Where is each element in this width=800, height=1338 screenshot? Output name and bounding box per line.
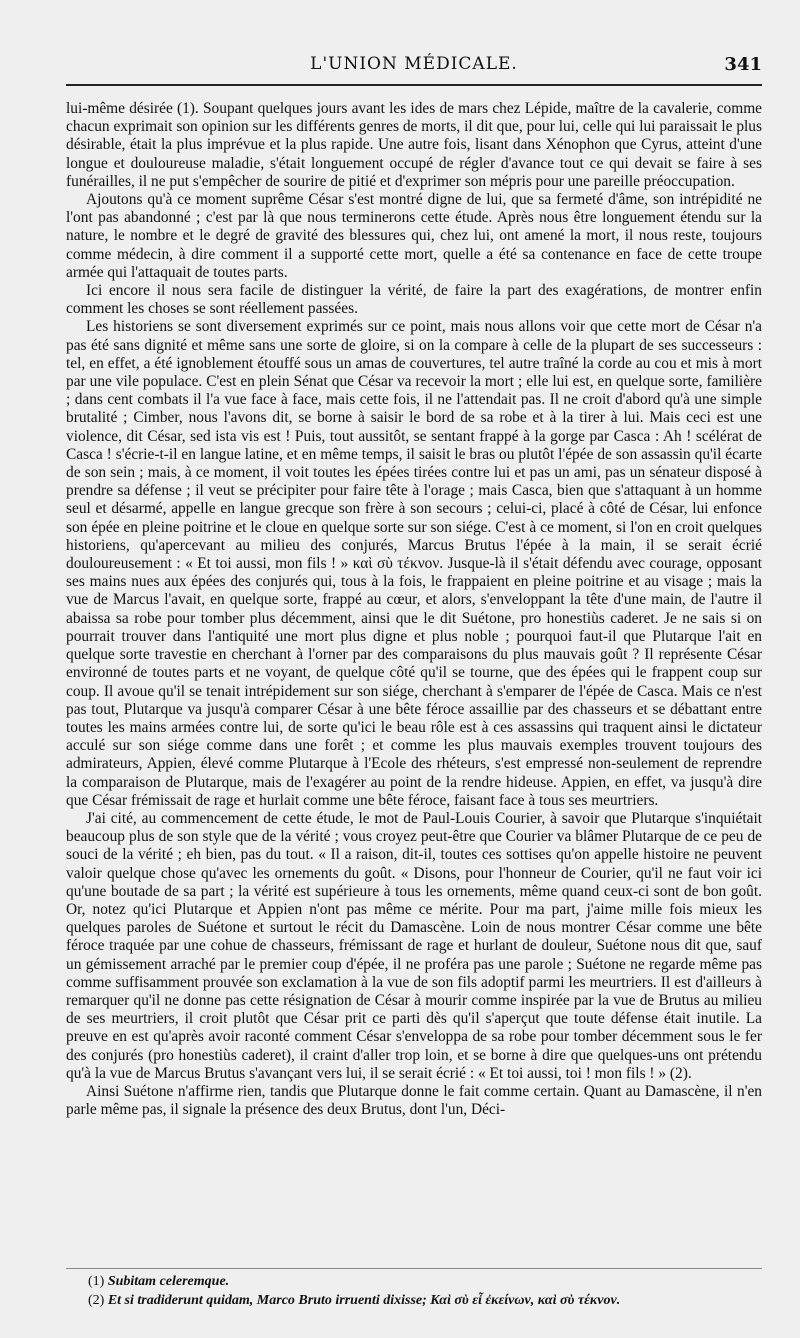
paragraph: J'ai cité, au commencement de cette étude, le mot de Paul-Louis Courier, à savoir que Plutarque s'inquiétait beaucoup plus de son style que de la vérité ; vous croyez peut-être que Courier va blâmer Plutarque de ce peu de souci de la vérité ; eh bien, pas du tout. « Il a raison, dit-il, toutes ces sottises qu'on appelle histoire ne peuvent valoir quelque chose qu'avec les ornements du goût. « Disons, pour l'honneur de Courier, qu'il ne faut voir ici qu'une boutade de sa part ; la vérité est supérieure à tous les ornements, même quand ceux-ci sont de bon goût. Or, notez qu'ici Plutarque et Appien n'ont pas même ce mérite. Pour ma part, j'aime mille fois mieux les quelques paroles de Suétone et surtout le récit du Damascène. Loin de nous montrer César comme une bête féroce traquée par une cohue de chasseurs, frémissant de rage et hurlant de douleur, Suétone nous dit que, sauf un gémissement arraché par le premier coup d'épée, il ne proféra pas une parole ; Suétone ne regarde même pas comme suffisamment prouvée son exclamation à la vue de son fils adoptif parmi les meurtriers. Il est d'ailleurs à remarquer qu'il ne donne pas cette résignation de César à mourir comme inspirée par la vue de Brutus au milieu de ses meurtriers, il croit plutôt que César prit ce parti dès qu'il s'aperçut que toute défense était inutile. La preuve en est qu'après avoir raconté comment César s'enveloppa de sa robe pour tomber décemment sous le fer des conjurés (pro honestiùs caderet), il craint d'aller trop loin, et se borne à dire que quelques-uns ont prétendu qu'à la vue de Marcus Brutus s'avançant vers lui, il se serait écrié : « Et toi aussi, toi ! mon fils ! » (2). [66, 809, 762, 1082]
paragraph: Ainsi Suétone n'affirme rien, tandis que Plutarque donne le fait comme certain. Quant au Damascène, il n'en parle même pas, il signale la présence des deux Brutus, dont l'un, Déci- [66, 1082, 762, 1119]
footnote-text: Subitam celeremque. [107, 1274, 230, 1289]
footnote-mark: (1) [88, 1274, 105, 1289]
running-title: L'UNION MÉDICALE. [310, 54, 518, 74]
paragraph: Ajoutons qu'à ce moment suprême César s'est montré digne de lui, que sa fermeté d'âme, son intrépidité ne l'ont pas abandonné ; c'est par là que nous terminerons cette étude. Après nous être longuement étendu sur la nature, le nombre et le degré de gravité des blessures qui, chez lui, ont amené la mort, il nous reste, toujours comme médecin, à dire comment il a supporté cette mort, quelle a été sa contenance en face de cette troupe armée qui l'attaquait de toutes parts. [66, 191, 762, 281]
footnote [66, 1272, 762, 1291]
footnote-text: Et si tradiderunt quidam, Marco Bruto irruenti dixisse; Καὶ σὺ εἶ ἐκείνων, καὶ σὺ τέκνον. [107, 1293, 621, 1308]
paragraph: lui-même désirée (1). Soupant quelques jours avant les ides de mars chez Lépide, maître de la cavalerie, comme chacun exprimait son opinion sur les différents genres de morts, il dit que, pour lui, celle qui lui paraissait le plus désirable, était la plus imprévue et la plus rapide. Une autre fois, lisant dans Xénophon que Cyrus, atteint d'une longue et douloureuse maladie, s'était longuement occupé de régler d'avance tout ce qui devait se faire à ses funérailles, il ne put s'empêcher de sourire de pitié et d'exprimer son mépris pour une pareille préoccupation. [66, 100, 762, 190]
footnotes [66, 1268, 762, 1310]
page-number: 341 [724, 54, 762, 75]
paragraph: Ici encore il nous sera facile de distinguer la vérité, de faire la part des exagérations, de montrer enfin comment les choses se sont réellement passées. [66, 282, 762, 318]
footnote-mark: (2) [88, 1293, 105, 1308]
footnote [66, 1291, 762, 1310]
body-text [66, 100, 762, 1119]
paragraph: Les historiens se sont diversement exprimés sur ce point, mais nous allons voir que cette mort de César n'a pas été sans dignité et même sans une sorte de gloire, si on la compare à celle de la plupart de ses successeurs : tel, en effet, a été ignoblement étouffé sous un amas de couvertures, tel autre traîné la corde au cou et mis à mort par une vile populace. C'est en plein Sénat que César va recevoir la mort ; elle lui est, en quelque sorte, familière ; dans cent combats il l'a vue face à face, mais cette fois, il ne l'attendait pas. Il ne croit d'abord qu'à une simple brutalité ; Cimber, nous l'avons dit, se borne à saisir le bord de sa robe et à la tirer à lui. Mais ceci est une violence, dit César, sed ista vis est ! Puis, tout aussitôt, se sentant frappé à la gorge par Casca : Ah ! scélérat de Casca ! s'écrie-t-il en langue latine, et en même temps, il saisit le bras ou plutôt l'épée de son assassin qu'il écarte de son sein ; mais, à ce moment, il voit toutes les épées tirées contre lui et pas un ami, pas un sénateur disposé à prendre sa défense ; il veut se précipiter pour faire tête à l'orage ; mais Casca, bien que s'attaquant à un homme seul et désarmé, appelle en langue grecque son frère à son secours ; celui-ci, placé à côté de César, lui enfonce son épée en pleine poitrine et le cloue en quelque sorte sur son siége. C'est à ce moment, si l'on en croit quelques historiens, qu'apercevant au milieu des conjurés, Marcus Brutus l'épée à la main, il se serait écrié douloureusement : « Et toi aussi, mon fils ! » καὶ σὺ τέκνον. Jusque-là il s'était défendu avec courage, opposant ses mains nues aux épées des conjurés qui, tous à la fois, le frappaient en pleine poitrine et au visage ; mais la vue de Marcus l'avait, en quelque sorte, frappé au cœur, et alors, s'enveloppant la tête d'une main, de l'autre il abaissa sa robe pour tomber plus décemment, ainsi que le dit Suétone, pro honestiùs caderet. Je ne sais si on pourrait trouver dans l'antiquité une mort plus digne et plus noble ; pourquoi faut-il que Plutarque l'ait en quelque sorte travestie en cherchant à l'orner par des comparaisons du plus mauvais goût ? Il représente César environné de toutes parts et ne voyant, de quelque côté qu'il se tourne, que des épées qui le frappent coup sur coup. Il avoue qu'il se tenait intrépidement sur son siége, cherchant à s'emparer de l'épée de Casca. Mais ce n'est pas tout, Plutarque va jusqu'à comparer César à une bête féroce assaillie par des chasseurs et se débattant entre toutes les mains armées contre lui, de sorte qu'ici le beau rôle est à ces assassins qui traquent ainsi le dictateur acculé sur son siége comme dans une forêt ; et comme les plus mauvais exemples trouvent toujours des admirateurs, Appien, élevé comme Plutarque à l'Ecole des rhéteurs, s'est empressé non-seulement de reprendre la comparaison de Plutarque, mais de l'exagérer au point de la rendre hideuse. Appien, en effet, va jusqu'à dire que César frémissait de rage et hurlait comme une bête féroce, faisant face à tous ses meurtriers. [66, 318, 762, 809]
page-header [66, 48, 762, 86]
